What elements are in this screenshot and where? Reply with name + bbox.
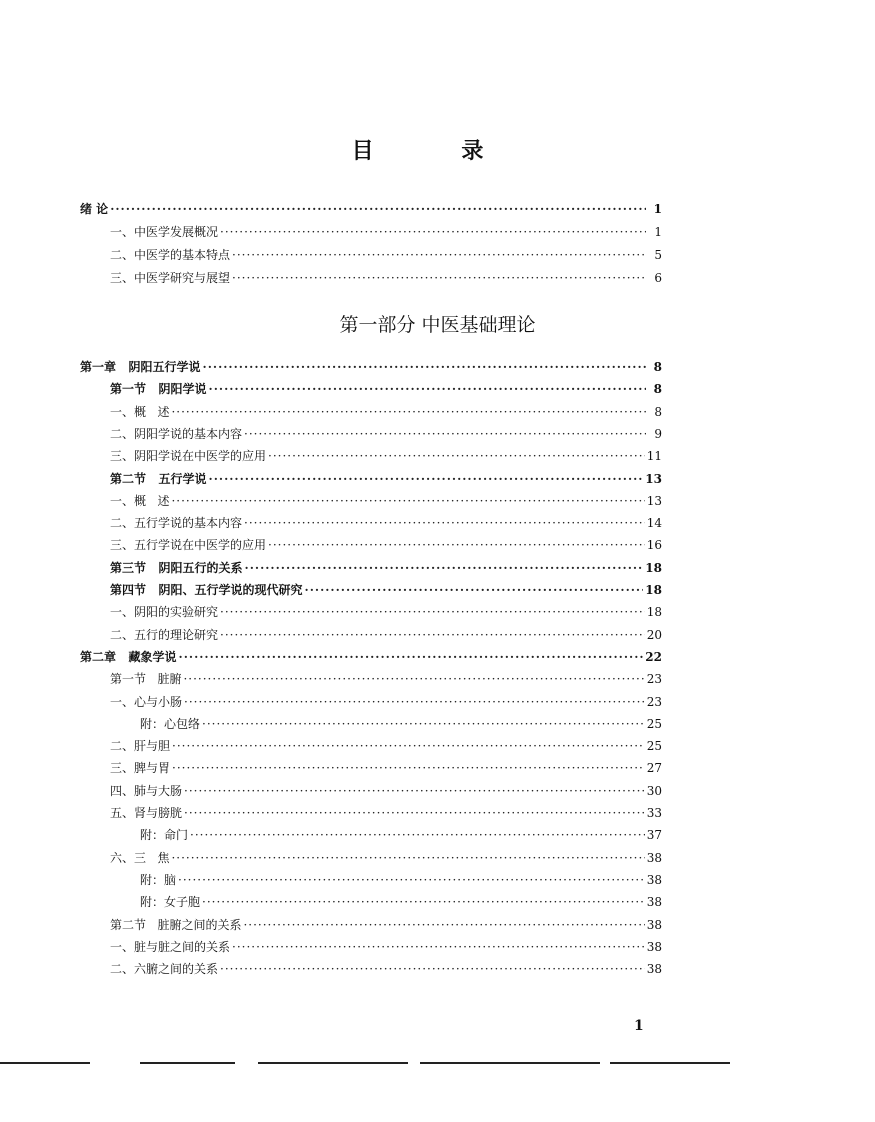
toc-entry [140, 893, 662, 911]
dot-leader [184, 784, 645, 798]
toc-entry-label: 二、五行的理论研究 [110, 628, 219, 642]
part-title: 第一部分 中医基础理论 [339, 314, 536, 336]
toc-entry [110, 492, 662, 510]
dot-leader [220, 962, 645, 976]
toc-entry [110, 559, 662, 577]
toc-entry-page: 11 [646, 449, 662, 463]
toc-entry-label: 二、肝与胆 [110, 739, 171, 753]
page-number: 1 [634, 1018, 644, 1034]
toc-entry-page: 38 [646, 918, 662, 932]
toc-entry [110, 916, 662, 934]
toc-entry-page: 9 [654, 427, 662, 441]
dot-leader [209, 382, 646, 396]
toc-entry-label: 三、脾与胃 [110, 761, 171, 775]
dot-leader [171, 494, 644, 508]
dot-leader [202, 717, 645, 731]
toc-entry [80, 358, 662, 376]
toc-entry-page: 6 [654, 271, 662, 285]
toc-entry-page: 14 [646, 516, 662, 530]
toc-entry-page: 38 [646, 895, 662, 909]
toc-entry-page: 23 [646, 695, 662, 709]
toc-entry-page: 20 [646, 628, 662, 642]
dot-leader [220, 605, 645, 619]
toc-entry-label: 第一节 阴阳学说 [110, 382, 207, 396]
dot-leader [268, 449, 645, 463]
toc-entry-label: 五、肾与膀胱 [110, 806, 183, 820]
dot-leader [171, 851, 644, 865]
toc-entry [110, 223, 662, 241]
toc-entry [140, 826, 662, 844]
dot-leader [243, 918, 644, 932]
toc-entry [140, 871, 662, 889]
toc-entry [110, 403, 662, 421]
dot-leader [184, 695, 645, 709]
toc-entry-page: 23 [646, 672, 662, 686]
toc-entry-label: 附：脑 [140, 873, 177, 887]
toc-entry-label: 附：女子胞 [140, 895, 201, 909]
toc-entry [80, 200, 662, 218]
toc-entry [110, 849, 662, 867]
toc-entry-page: 8 [653, 360, 662, 374]
toc-entry [110, 581, 662, 599]
dot-leader [178, 873, 645, 887]
toc-entry-page: 22 [645, 650, 662, 664]
toc-entry [110, 269, 662, 287]
dot-leader [244, 516, 645, 530]
toc-entry-label: 二、阴阳学说的基本内容 [110, 427, 243, 441]
dot-leader [232, 248, 646, 262]
dot-leader [244, 427, 646, 441]
dot-leader [245, 561, 644, 575]
bottom-rule [0, 1062, 875, 1063]
toc-entry-label: 绪 论 [80, 202, 109, 216]
toc-entry-page: 1 [654, 225, 662, 239]
toc-entry-page: 33 [646, 806, 662, 820]
toc-entry [110, 514, 662, 532]
dot-leader [172, 739, 645, 753]
toc-entry-label: 二、中医学的基本特点 [110, 248, 231, 262]
toc-entry-page: 8 [653, 382, 662, 396]
toc-entry-label: 一、中医学发展概况 [110, 225, 219, 239]
dot-leader [110, 202, 646, 216]
toc-entry-page: 27 [646, 761, 662, 775]
toc-entry-label: 第四节 阴阳、五行学说的现代研究 [110, 583, 303, 597]
toc-entry-page: 13 [646, 494, 662, 508]
toc-entry-page: 18 [645, 561, 662, 575]
toc-entry-label: 一、心与小肠 [110, 695, 183, 709]
toc-entry-label: 一、脏与脏之间的关系 [110, 940, 231, 954]
dot-leader [209, 472, 644, 486]
toc-entry-label: 四、肺与大肠 [110, 784, 183, 798]
dot-leader [203, 360, 646, 374]
toc-entry-page: 18 [645, 583, 662, 597]
toc-entry [110, 960, 662, 978]
toc-entry-page: 38 [646, 873, 662, 887]
dot-leader [179, 650, 644, 664]
toc-entry-page: 13 [645, 472, 662, 486]
toc-entry [110, 782, 662, 800]
toc-entry-label: 第一节 脏腑 [110, 672, 182, 686]
toc-entry-page: 25 [646, 717, 662, 731]
toc-entry-page: 8 [654, 405, 662, 419]
dot-leader [220, 628, 645, 642]
toc-entry-page: 16 [646, 538, 662, 552]
toc-entry [110, 938, 662, 956]
toc-entry-label: 第二节 五行学说 [110, 472, 207, 486]
toc-entry [110, 804, 662, 822]
dot-leader [184, 806, 645, 820]
toc-entry-label: 二、五行学说的基本内容 [110, 516, 243, 530]
toc-entry [110, 536, 662, 554]
toc-entry-label: 第二节 脏腑之间的关系 [110, 918, 242, 932]
dot-leader [305, 583, 644, 597]
toc-entry-page: 38 [646, 940, 662, 954]
toc-entry-label: 三、中医学研究与展望 [110, 271, 231, 285]
dot-leader [172, 761, 645, 775]
dot-leader [232, 940, 645, 954]
toc-entry-label: 三、五行学说在中医学的应用 [110, 538, 267, 552]
toc-entry-label: 六、三 焦 [110, 851, 170, 865]
toc-entry-label: 第二章 藏象学说 [80, 650, 177, 664]
dot-leader [220, 225, 646, 239]
toc-entry-label: 第一章 阴阳五行学说 [80, 360, 201, 374]
toc-entry-label: 一、概 述 [110, 405, 170, 419]
toc-entry-label: 一、概 述 [110, 494, 170, 508]
toc-entry [110, 246, 662, 264]
toc-entry [110, 470, 662, 488]
toc-entry [110, 380, 662, 398]
toc-entry-page: 25 [646, 739, 662, 753]
dot-leader [202, 895, 645, 909]
toc-entry [80, 648, 662, 666]
toc-entry-page: 38 [646, 851, 662, 865]
toc-entry-page: 1 [653, 202, 662, 216]
dot-leader [232, 271, 646, 285]
toc-entry [140, 715, 662, 733]
toc-entry-label: 三、阴阳学说在中医学的应用 [110, 449, 267, 463]
toc-entry-page: 5 [654, 248, 662, 262]
dot-leader [268, 538, 645, 552]
toc-entry-page: 38 [646, 962, 662, 976]
dot-leader [190, 828, 645, 842]
toc-entry [110, 693, 662, 711]
toc-entry [110, 626, 662, 644]
page-title: 目 录 [351, 139, 524, 164]
toc-entry-page: 30 [646, 784, 662, 798]
toc-entry-page: 37 [646, 828, 662, 842]
dot-leader [171, 405, 646, 419]
toc-entry [110, 425, 662, 443]
toc-entry [110, 670, 662, 688]
toc-entry-page: 18 [646, 605, 662, 619]
toc-entry [110, 447, 662, 465]
toc-entry-label: 附：心包络 [140, 717, 201, 731]
toc-entry-label: 第三节 阴阳五行的关系 [110, 561, 243, 575]
dot-leader [183, 672, 644, 686]
toc-entry [110, 603, 662, 621]
toc-entry-label: 附：命门 [140, 828, 189, 842]
toc-entry-label: 一、阴阳的实验研究 [110, 605, 219, 619]
toc-entry [110, 759, 662, 777]
toc-entry-label: 二、六腑之间的关系 [110, 962, 219, 976]
toc-entry [110, 737, 662, 755]
